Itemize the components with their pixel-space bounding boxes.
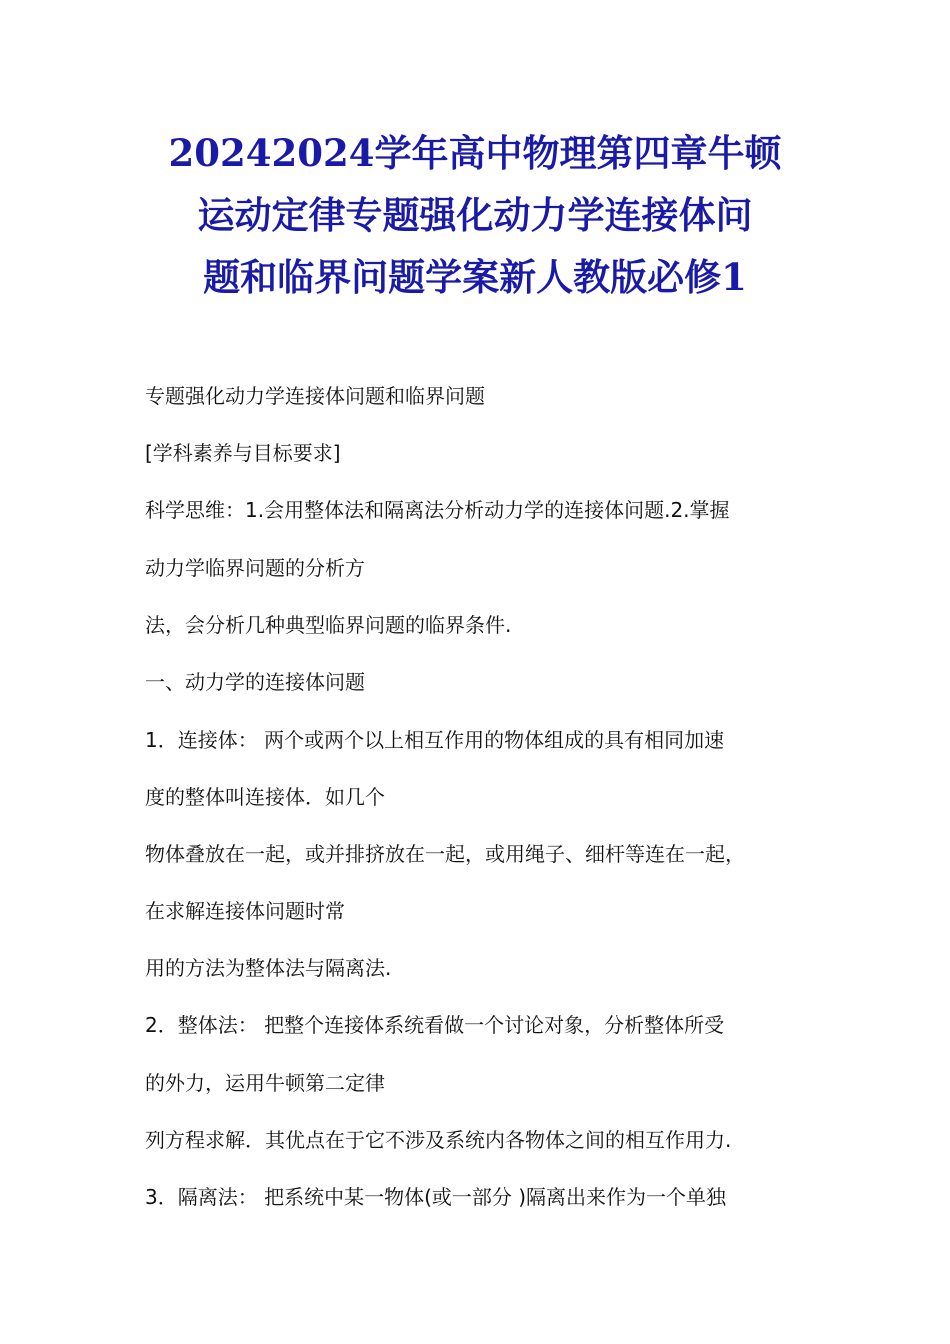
text-line: 在求解连接体问题时常	[145, 899, 345, 923]
text-line: 列方程求解．其优点在于它不涉及系统内各物体之间的相互作用力.	[145, 1128, 732, 1152]
text-line: 的外力，运用牛顿第二定律	[145, 1071, 385, 1095]
objectives-heading: [学科素养与目标要求]	[145, 441, 341, 465]
text-line: 1．连接体： 两个或两个以上相互作用的物体组成的具有相同加速	[145, 728, 725, 752]
text-line: 科学思维：1.会用整体法和隔离法分析动力学的连接体问题.2.掌握	[145, 498, 730, 522]
section-heading: 专题强化动力学连接体问题和临界问题	[145, 384, 485, 408]
text-line: 法，会分析几种典型临界问题的临界条件.	[145, 613, 512, 637]
subsection-heading: 一、动力学的连接体问题	[145, 670, 365, 694]
text-line: 2．整体法： 把整个连接体系统看做一个讨论对象，分析整体所受	[145, 1013, 725, 1037]
text-line: 3．隔离法： 把系统中某一物体(或一部分 )隔离出来作为一个单独	[145, 1185, 727, 1209]
text-line: 动力学临界问题的分析方	[145, 556, 365, 580]
title-line-2: 运动定律专题强化动力学连接体问	[197, 193, 753, 237]
text-line: 用的方法为整体法与隔离法.	[145, 956, 392, 980]
title-line-1: 20242024学年高中物理第四章牛顿	[168, 131, 782, 175]
document-title	[110, 122, 840, 308]
text-line: 度的整体叫连接体．如几个	[145, 785, 385, 809]
text-line: 物体叠放在一起，或并排挤放在一起，或用绳子、细杆等连在一起，	[145, 842, 745, 866]
title-line-3: 题和临界问题学案新人教版必修1	[203, 255, 747, 299]
